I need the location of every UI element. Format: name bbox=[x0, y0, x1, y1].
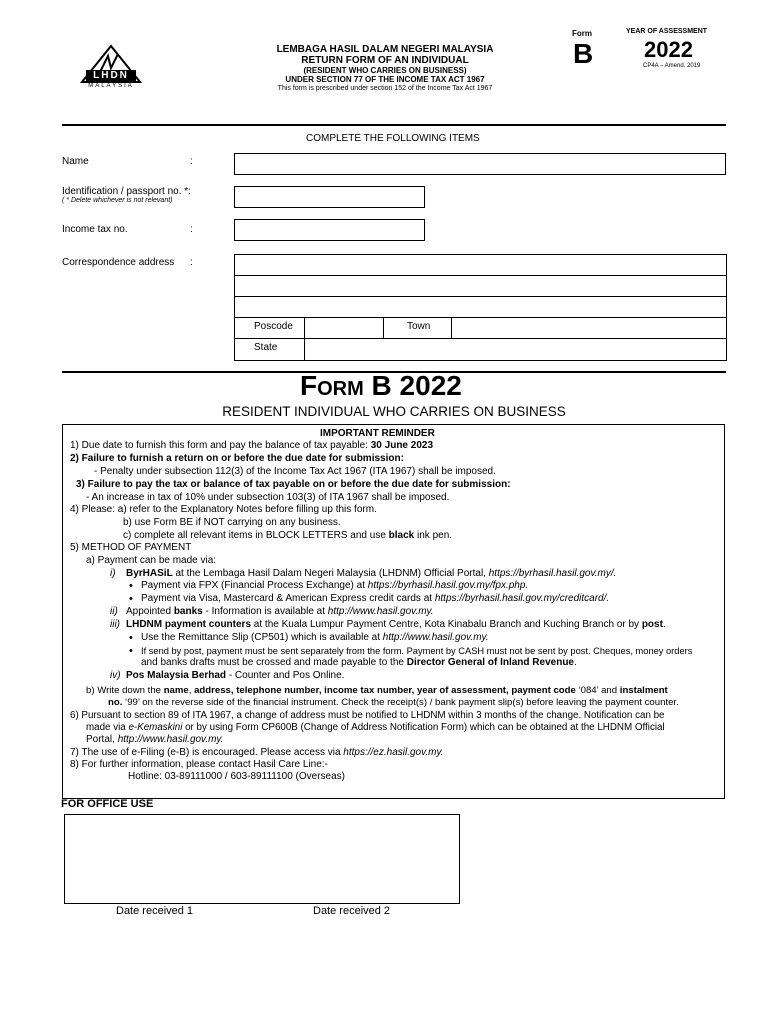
5b-fields: address, telephone number, income tax number, year of assessment, payment code bbox=[194, 685, 576, 696]
poscode-label: Poscode bbox=[254, 321, 293, 332]
address-line-1[interactable] bbox=[234, 254, 727, 276]
payment-counters: LHDNM payment counters bbox=[126, 619, 252, 630]
id-label: Identification / passport no. * bbox=[62, 186, 189, 197]
id-colon: : bbox=[188, 186, 191, 197]
banks: banks bbox=[173, 606, 203, 617]
banks-prefix: Appointed bbox=[126, 606, 174, 617]
town-field[interactable] bbox=[451, 317, 727, 339]
reminder-8: 8) For further information, please contact Hasil Care Line:- bbox=[70, 759, 328, 770]
e-kemaskini: e-Kemaskini bbox=[128, 722, 183, 733]
hasil-link-1[interactable]: http://www.hasil.gov.my. bbox=[327, 606, 434, 617]
5b-code: ‘084’ bbox=[575, 685, 602, 696]
amend-note: CP4A – Amend. 2019 bbox=[643, 63, 701, 69]
6-text: or by using Form CP600B (Change of Address Notification Form) which can be obtained at the LHDNM Official bbox=[182, 722, 665, 733]
id-note: ( * Delete whichever is not relevant) bbox=[62, 197, 173, 204]
reminder-4c-black: black bbox=[388, 530, 415, 541]
form-b-prefix: F bbox=[300, 370, 318, 401]
date-received-2: Date received 2 bbox=[313, 905, 391, 917]
date-received-1: Date received 1 bbox=[116, 905, 194, 917]
form-b-rest: B 2022 bbox=[363, 370, 462, 401]
name-colon: : bbox=[190, 156, 193, 167]
6-made-via: made via bbox=[86, 722, 129, 733]
resident-line: (RESIDENT WHO CARRIES ON BUSINESS) bbox=[303, 66, 467, 75]
ya-label: YEAR OF ASSESSMENT bbox=[626, 28, 708, 35]
reminder-5i-bullet-2 bbox=[141, 593, 609, 605]
reminder-2: 2) Failure to furnish a return on or before the due date for submission: bbox=[70, 453, 404, 464]
reminder-6-cont bbox=[86, 722, 665, 734]
reminder-5iii-num: iii) bbox=[110, 619, 120, 630]
fpx-text: Payment via FPX (Financial Process Exchange) at bbox=[141, 580, 368, 591]
reminder-5i-bullet-1 bbox=[141, 580, 528, 592]
counters-text: at the Kuala Lumpur Payment Centre, Kota Kinabalu Branch and Kuching Branch or by bbox=[251, 619, 642, 630]
reminder-4c-text: c) complete all relevant items in BLOCK LETTERS and use bbox=[123, 530, 389, 541]
post: post bbox=[641, 619, 663, 630]
reminder-4c-end: ink pen. bbox=[414, 530, 453, 541]
fpx-link[interactable]: https://byrhasil.hasil.gov.my/fpx.php. bbox=[367, 580, 529, 591]
hasil-link-3[interactable]: http://www.hasil.gov.my. bbox=[117, 734, 224, 745]
ez-hasil-link[interactable]: https://ez.hasil.gov.my. bbox=[343, 747, 444, 758]
reminder-5iii bbox=[126, 619, 666, 631]
ya-value: 2022 bbox=[644, 37, 693, 62]
agency-name: LEMBAGA HASIL DALAM NEGERI MALAYSIA bbox=[276, 44, 494, 55]
office-use-box bbox=[64, 814, 460, 904]
town-label: Town bbox=[407, 321, 431, 332]
logo-text: LHDN bbox=[93, 70, 129, 81]
form-b-title bbox=[300, 370, 500, 402]
5b-name: name bbox=[163, 685, 189, 696]
reminder-6: 6) Pursuant to section 89 of ITA 1967, a change of address must be notified to LHDNM within 3 months of the change. Notification can be bbox=[70, 710, 665, 721]
form-label: Form bbox=[572, 29, 592, 38]
crossed-end: . bbox=[573, 657, 577, 668]
creditcard-text: Payment via Visa, Mastercard & American Express credit cards at bbox=[141, 593, 435, 604]
address-line-3[interactable] bbox=[234, 296, 727, 318]
address-line-2[interactable] bbox=[234, 275, 727, 297]
office-use-heading: FOR OFFICE USE bbox=[61, 798, 154, 810]
lhdn-logo bbox=[78, 42, 144, 94]
reminder-1-text: 1) Due date to furnish this form and pay the balance of tax payable: bbox=[70, 440, 371, 451]
tax-colon: : bbox=[190, 224, 193, 235]
reminder-7 bbox=[70, 747, 444, 759]
creditcard-link[interactable]: https://byrhasil.hasil.gov.my/creditcard/. bbox=[434, 593, 610, 604]
remittance-text: Use the Remittance Slip (CP501) which is available at bbox=[141, 632, 383, 643]
reminder-2a: - Penalty under subsection 112(3) of the Income Tax Act 1967 (ITA 1967) shall be imposed. bbox=[94, 466, 496, 477]
form-subtitle: RESIDENT INDIVIDUAL WHO CARRIES ON BUSINESS bbox=[222, 404, 566, 419]
director-general: Director General of Inland Revenue bbox=[406, 657, 574, 668]
id-field[interactable] bbox=[234, 186, 425, 208]
reminder-5ii-num: ii) bbox=[110, 606, 118, 617]
tax-label: Income tax no. bbox=[62, 224, 128, 235]
tax-field[interactable] bbox=[234, 219, 425, 241]
5b-instalment: instalment bbox=[617, 685, 668, 696]
reminder-5b bbox=[86, 685, 668, 697]
reminder-4: 4) Please: a) refer to the Explanatory Notes before filling up this form. bbox=[70, 504, 377, 515]
reminder-5i bbox=[126, 568, 616, 580]
5b-no: no. bbox=[108, 697, 123, 708]
counters-end: . bbox=[662, 619, 666, 630]
form-letter: B bbox=[573, 38, 594, 69]
address-colon: : bbox=[190, 257, 193, 268]
reminder-4b: b) use Form BE if NOT carrying on any business. bbox=[123, 517, 341, 528]
7-text: 7) The use of e-Filing (e-B) is encouraged. Please access via bbox=[70, 747, 344, 758]
reminder-6-cont2 bbox=[86, 734, 223, 746]
section-line: UNDER SECTION 77 OF THE INCOME TAX ACT 1967 bbox=[285, 75, 485, 84]
hotline: Hotline: 03-89111000 / 603-89111100 (Overseas) bbox=[128, 771, 345, 782]
reminder-5b-cont bbox=[108, 697, 679, 709]
6-portal: Portal, bbox=[86, 734, 118, 745]
hasil-link-2[interactable]: http://www.hasil.gov.my. bbox=[382, 632, 489, 643]
name-field[interactable] bbox=[234, 153, 726, 175]
5b-prefix: b) Write down the bbox=[86, 685, 164, 696]
state-label: State bbox=[254, 342, 278, 353]
address-label: Correspondence address bbox=[62, 257, 175, 268]
reminder-3a: - An increase in tax of 10% under subsection 103(3) of ITA 1967 shall be imposed. bbox=[86, 492, 450, 503]
return-form-title: RETURN FORM OF AN INDIVIDUAL bbox=[301, 55, 469, 66]
form-b-small: ORM bbox=[317, 378, 364, 400]
pos-text: - Counter and Pos Online. bbox=[226, 670, 345, 681]
banks-text: - Information is available at bbox=[202, 606, 328, 617]
5b-cont-text: ‘99’ on the reverse side of the financial instrument. Check the receipt(s) / bank payment slip(s) before leaving the payment counter. bbox=[122, 697, 679, 708]
5b-and: and bbox=[601, 685, 618, 696]
items-heading: COMPLETE THE FOLLOWING ITEMS bbox=[306, 133, 480, 144]
prescribed-note: This form is prescribed under section 152 of the Income Tax Act 1967 bbox=[277, 85, 493, 92]
crossed-text: and banks drafts must be crossed and made payable to the bbox=[141, 657, 407, 668]
pos-malaysia: Pos Malaysia Berhad bbox=[126, 670, 227, 681]
reminder-4c bbox=[123, 530, 452, 542]
reminder-5ii bbox=[126, 606, 434, 618]
poscode-field[interactable] bbox=[304, 317, 384, 339]
reminder-heading: IMPORTANT REMINDER bbox=[320, 428, 435, 439]
reminder-5iv bbox=[126, 670, 344, 682]
reminder-5iii-bullet-2-cont bbox=[141, 657, 577, 669]
reminder-1 bbox=[70, 440, 433, 452]
reminder-5a: a) Payment can be made via: bbox=[86, 555, 217, 566]
reminder-5i-num: i) bbox=[110, 568, 116, 579]
reminder-5iii-bullet-1 bbox=[141, 632, 489, 644]
header-rule bbox=[62, 124, 726, 126]
byrhasil: ByrHASiL bbox=[126, 568, 173, 579]
state-field[interactable] bbox=[304, 338, 727, 361]
reminder-3: 3) Failure to pay the tax or balance of tax payable on or before the due date for submission: bbox=[76, 479, 511, 490]
reminder-5iii-bullet-2: • If send by post, payment must be sent separately from the form. Payment by CASH must not be sent by post. Cheques, money orders bbox=[141, 645, 692, 657]
5b-comma: , bbox=[188, 685, 195, 696]
logo-country: MALAYSIA bbox=[88, 83, 134, 89]
reminder-5iv-num: iv) bbox=[110, 670, 121, 681]
name-label: Name bbox=[62, 156, 89, 167]
byrhasil-link[interactable]: https://byrhasil.hasil.gov.my/. bbox=[488, 568, 617, 579]
reminder-1-date: 30 June 2023 bbox=[370, 440, 434, 451]
reminder-5i-text: at the Lembaga Hasil Dalam Negeri Malaysia (LHDNM) Official Portal, bbox=[172, 568, 489, 579]
reminder-5: 5) METHOD OF PAYMENT bbox=[70, 542, 192, 553]
